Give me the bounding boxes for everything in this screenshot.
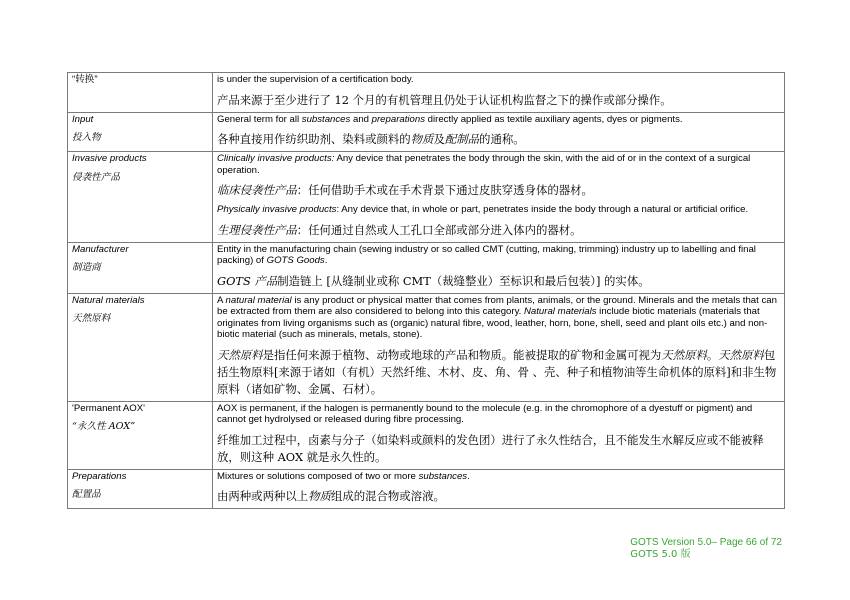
term-chinese: 投入物 bbox=[72, 132, 101, 143]
term-english: “转换” bbox=[72, 74, 98, 85]
definition-row bbox=[68, 112, 785, 152]
term-english: Input bbox=[72, 113, 94, 125]
term-cell bbox=[68, 401, 213, 469]
term-chinese: 天然原料 bbox=[72, 313, 111, 324]
definition-english: General term for all substances and preparations directly applied as textile auxiliary agents, dyes or pigments. bbox=[217, 113, 683, 125]
term-cell bbox=[68, 293, 213, 401]
definition-english: AOX is permanent, if the halogen is permanently bound to the molecule (e.g. in the chromophore of a dyestuff or pigment) and cannot get hydrolysed or released during fibre processing. bbox=[217, 402, 753, 425]
definition-cell bbox=[213, 152, 785, 243]
definition-chinese: 由两种或两种以上物质组成的混合物或溶液。 bbox=[217, 489, 445, 503]
definitions-table bbox=[67, 72, 785, 509]
footer-version-zh: GOTS 5.0 版 bbox=[630, 549, 691, 560]
term-english: Manufacturer bbox=[72, 243, 129, 255]
term-cell bbox=[68, 73, 213, 113]
term-chinese: “永久性 AOX” bbox=[72, 421, 136, 432]
term-english: Preparations bbox=[72, 470, 127, 482]
definition-english: Entity in the manufacturing chain (sewing industry or so called CMT (cutting, making, trimming) industry up to labelling and final packing) of GOTS Goods. bbox=[217, 243, 756, 266]
term-chinese: 制造商 bbox=[72, 262, 101, 273]
definition-english: is under the supervision of a certification body. bbox=[217, 74, 414, 85]
term-english: Invasive products bbox=[72, 153, 147, 164]
definition-chinese: 临床侵袭性产品：任何借助手术或在手术背景下通过皮肤穿透身体的器材。 bbox=[217, 183, 593, 197]
definition-english: Physically invasive products: Any device that, in whole or part, penetrates inside the body through a natural or artificial orifice. bbox=[217, 204, 749, 215]
definition-row bbox=[68, 73, 785, 113]
definition-cell bbox=[213, 112, 785, 152]
definition-english: Mixtures or solutions composed of two or more substances. bbox=[217, 470, 470, 482]
definition-cell bbox=[213, 242, 785, 293]
term-chinese: 侵袭性产品 bbox=[72, 171, 120, 183]
term-cell bbox=[68, 469, 213, 509]
definition-cell bbox=[213, 293, 785, 401]
definition-chinese: 各种直接用作纺织助剂、染料或颜料的物质及配制品的通称。 bbox=[217, 132, 525, 146]
term-chinese: 配置品 bbox=[72, 489, 101, 500]
term-cell bbox=[68, 242, 213, 293]
term-cell bbox=[68, 152, 213, 243]
definition-chinese: 生理侵袭性产品：任何通过自然或人工孔口全部或部分进入体内的器材。 bbox=[217, 222, 582, 237]
term-cell bbox=[68, 112, 213, 152]
definition-cell bbox=[213, 401, 785, 469]
definition-chinese: 产品来源于至少进行了 12 个月的有机管理且仍处于认证机构监督之下的操作或部分操作。 bbox=[217, 92, 672, 107]
definition-row bbox=[68, 469, 785, 509]
footer-version-line: GOTS Version 5.0– Page 66 of 72 bbox=[630, 537, 782, 548]
definition-chinese: 纤维加工过程中，卤素与分子（如染料或颜料的发色团）进行了永久性结合，且不能发生水解反应或不能被释放，则这种 AOX 就是永久性的。 bbox=[217, 432, 764, 464]
definition-chinese: 天然原料是指任何来源于植物、动物或地球的产品和物质。能被提取的矿物和金属可视为天然原料。天然原料包括生物原料[来源于诸如（有机）天然纤维、木材、皮、角、骨 、壳、种子和植物油等生命机体的原料]和非生物原料（诸如矿物、金属、石材）。 bbox=[217, 347, 777, 396]
term-english: Natural materials bbox=[72, 294, 145, 306]
definition-row bbox=[68, 152, 785, 243]
term-english: 'Permanent AOX' bbox=[72, 402, 145, 414]
page-footer bbox=[630, 537, 782, 561]
definition-english: Clinically invasive products: Any device that penetrates the body through the skin, with the aid of or in the context of a surgical operation. bbox=[217, 153, 751, 176]
definition-row bbox=[68, 293, 785, 401]
definition-row bbox=[68, 242, 785, 293]
definition-cell bbox=[213, 73, 785, 113]
definition-cell bbox=[213, 469, 785, 509]
definition-english: A natural material is any product or physical matter that comes from plants, animals, or the ground. Minerals and the metals that can be extracted from them are also considered to belong into this category. Natural materials include biotic materials (materials that originates from living organisms such as (organic) natural fibre, wood, leather, horn, bone, shell, seed and plant oils etc.) and non-biotic material (such as minerals, metals, stone). bbox=[217, 294, 777, 340]
definition-row bbox=[68, 401, 785, 469]
definition-chinese: GOTS 产品制造链上 [从缝制业或称 CMT（裁缝整业）至标识和最后包装）] 的实体。 bbox=[217, 273, 650, 288]
